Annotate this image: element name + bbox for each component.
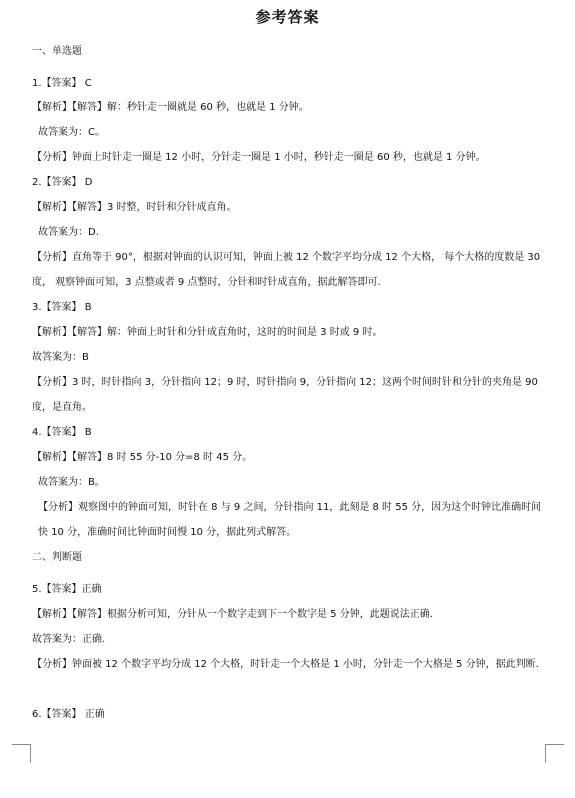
conclusion-3: 故答案为：B	[32, 352, 89, 363]
conclusion-4: 故答案为：B。	[38, 477, 105, 488]
conclusion-5: 故答案为：正确.	[32, 634, 106, 645]
analysis-1: 【分析】钟面上时针走一圈是 12 小时，分针走一圈是 1 小时，秒针走一圈是 60 秒，也就是 1 分钟。	[32, 152, 486, 163]
crop-mark-left	[12, 744, 31, 763]
analysis-2: 【分析】直角等于 90°，根据对钟面的认识可知，钟面上被 12 个数字平均分成 12 个大格， 每个大格的度数是 30 度， 观察钟面可知，3 点整或者 9 点整时，分针和时针成直角，据此解答即可.	[32, 252, 541, 288]
analysis-5: 【分析】钟面被 12 个数字平均分成 12 个大格，时针走一个大格是 1 小时，分针走一个大格是 5 分钟，据此判断.	[32, 659, 539, 670]
explanation-1: 【解析】【解答】解：秒针走一圈就是 60 秒，也就是 1 分钟。	[32, 102, 309, 113]
crop-mark-right	[545, 744, 564, 763]
conclusion-1: 故答案为：C。	[38, 127, 105, 138]
section-heading-true-false: 二、判断题	[32, 552, 82, 563]
explanation-5: 【解析】【解答】根据分析可知，分针从一个数字走到下一个数字是 5 分钟，此题说法正确.	[32, 609, 433, 620]
analysis-3: 【分析】3 时，时针指向 3，分针指向 12；9 时，时针指向 9，分针指向 12；这两个时间时针和分针的夹角是 90 度，是直角。	[32, 377, 538, 413]
explanation-3: 【解析】【解答】解：钟面上时针和分针成直角时，这时的时间是 3 时或 9 时。	[32, 327, 383, 338]
analysis-4: 【分析】观察图中的钟面可知，时针在 8 与 9 之间，分针指向 11，此刻是 8 时 55 分，因为这个时钟比准确时间快 10 分，准确时间比钟面时间慢 10 分，据此列式解答。	[38, 502, 542, 538]
page-title: 参考答案	[255, 8, 320, 26]
answer-4: 4.【答案】 B	[32, 427, 92, 438]
answer-5: 5.【答案】正确	[32, 584, 102, 595]
explanation-4: 【解析】【解答】8 时 55 分-10 分=8 时 45 分。	[32, 452, 253, 463]
conclusion-2: 故答案为：D.	[38, 227, 99, 238]
explanation-2: 【解析】【解答】3 时整，时针和分针成直角。	[32, 202, 237, 213]
answer-2: 2.【答案】 D	[32, 177, 93, 188]
section-heading-single-choice: 一、单选题	[32, 46, 82, 57]
answer-1: 1.【答案】 C	[32, 78, 92, 89]
answer-6: 6.【答案】 正确	[32, 709, 105, 720]
answer-3: 3.【答案】 B	[32, 302, 92, 313]
